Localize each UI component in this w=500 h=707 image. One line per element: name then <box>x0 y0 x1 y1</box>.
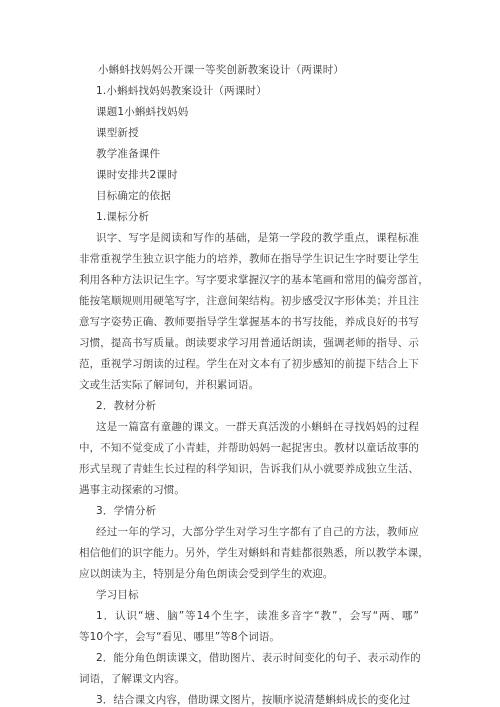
schedule-line: 课时安排共2课时 <box>96 169 178 181</box>
learners-paragraph-line: 相信他们的识字能力。另外，学生对蝌蚪和青蛙都很熟悉，所以教学本课， <box>79 547 429 559</box>
curriculum-paragraph-line: 文或生活实际了解词句，并积累词语。 <box>79 379 260 391</box>
lesson-heading: 1.小蝌蚪找妈妈教案设计（两课时） <box>96 85 267 97</box>
curriculum-paragraph-line: 习惯，提高书写质量。朗读要求学习用普通话朗读，强调老师的指导、示 <box>79 337 419 349</box>
textbook-paragraph-line: 遇事主动探索的习惯。 <box>79 484 185 496</box>
section-heading-learners: 3．学情分析 <box>96 505 157 517</box>
goal-line: 1．认识“塘、脑”等14个生字，读准多音字“教”，会写“两、哪” <box>96 610 419 622</box>
curriculum-paragraph-line: 能按笔顺规则用硬笔写字，注意间架结构。初步感受汉字形体美；并且注 <box>79 295 419 307</box>
curriculum-paragraph-line: 非常重视学生独立识字能力的培养，教师在指导学生识记生字时要让学生 <box>79 253 419 265</box>
curriculum-paragraph-line: 范，重视学习朗读的过程。学生在对文本有了初步感知的前提下结合上下 <box>79 358 419 370</box>
goal-line: 3．结合课文内容，借助课文图片，按顺序说清楚蝌蚪成长的变化过 <box>96 694 411 706</box>
goals-heading: 学习目标 <box>96 589 139 601</box>
textbook-paragraph-line: 这是一篇富有童趣的课文。一群天真活泼的小蝌蚪在寻找妈妈的过程 <box>96 421 419 433</box>
curriculum-paragraph-line: 利用各种方法识记生字。写字要求掌握汉字的基本笔画和常用的偏旁部首， <box>79 274 429 286</box>
textbook-paragraph-line: 中，不知不觉变成了小青蛙，并帮助妈妈一起捉害虫。教材以童话故事的 <box>79 442 419 454</box>
section-heading-curriculum: 1.课标分析 <box>96 211 150 223</box>
goal-line: 2．能分角色朗读课文，借助图片、表示时间变化的句子、表示动作的 <box>96 652 421 664</box>
goal-line: 等10个字，会写“看见、哪里”等8个词语。 <box>79 631 281 643</box>
section-heading-textbook: 2．教材分析 <box>96 400 157 412</box>
learners-paragraph-line: 经过一年的学习，大部分学生对学习生字都有了自己的方法，教师应 <box>96 526 419 538</box>
basis-heading: 目标确定的依据 <box>96 190 171 202</box>
learners-paragraph-line: 应以朗读为主，特别是分角色朗读会受到学生的欢迎。 <box>79 568 334 580</box>
lesson-type-line: 课型新授 <box>96 127 139 139</box>
prep-line: 教学准备课件 <box>96 148 161 160</box>
topic-line: 课题1小蝌蚪找妈妈 <box>96 106 189 118</box>
textbook-paragraph-line: 形式呈现了青蛙生长过程的科学知识，告诉我们从小就要养成独立生活、 <box>79 463 419 475</box>
document-title: 小蝌蚪找妈妈公开课一等奖创新教案设计（两课时） <box>98 64 345 76</box>
curriculum-paragraph-line: 识字、写字是阅读和写作的基础，是第一学段的教学重点，课程标准 <box>96 232 419 244</box>
curriculum-paragraph-line: 意写字姿势正确、教师要指导学生掌握基本的书写技能，养成良好的书写 <box>79 316 419 328</box>
goal-line: 词语，了解课文内容。 <box>79 673 185 685</box>
